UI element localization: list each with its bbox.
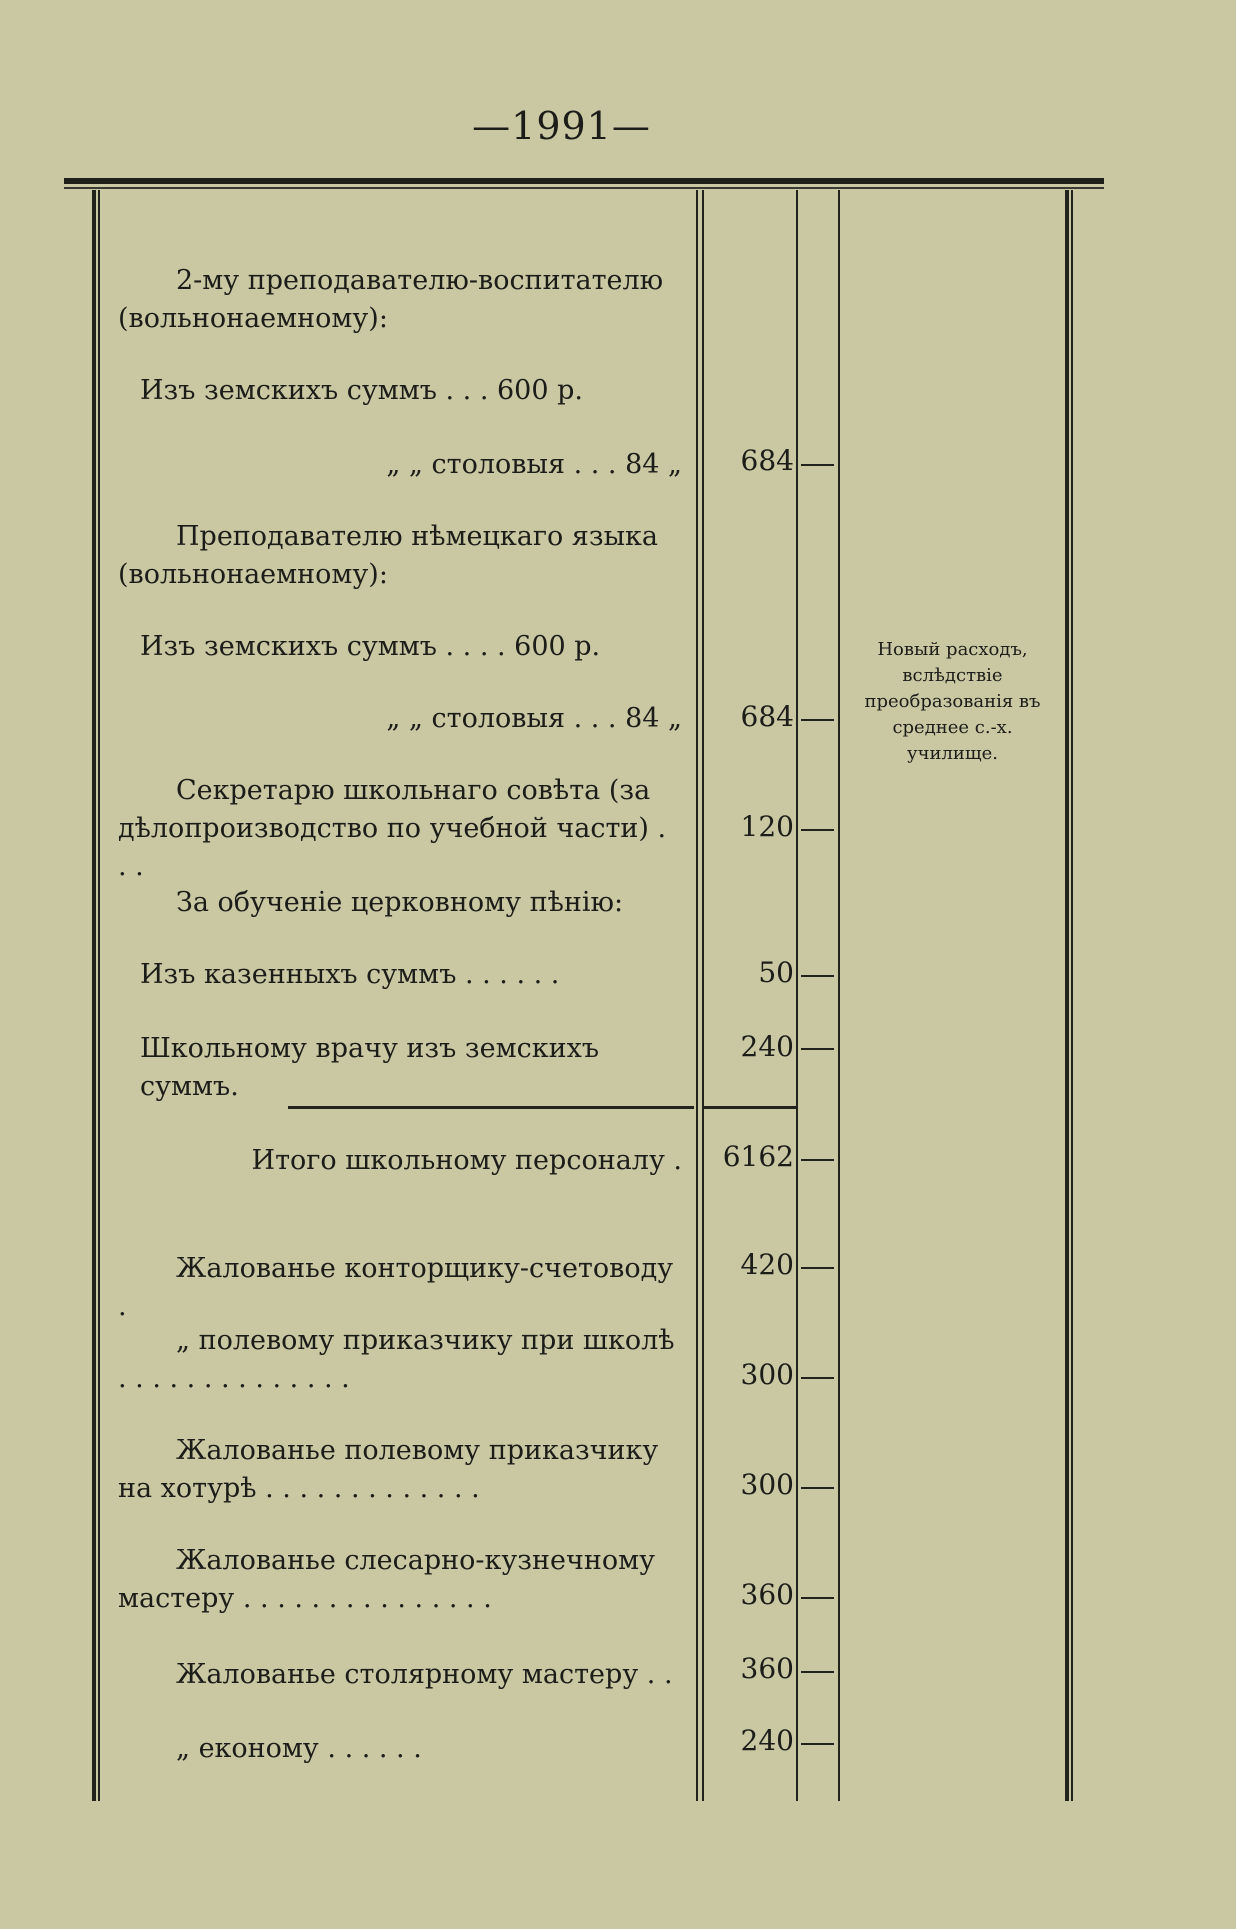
column-divider-notes <box>838 190 840 1801</box>
row-amount: 240 <box>740 1724 794 1757</box>
row-dash <box>801 1377 834 1379</box>
row-amount: 50 <box>758 956 794 989</box>
row-amount: 684 <box>740 700 794 733</box>
total-label: Итого школьному персоналу . <box>251 1145 682 1176</box>
row-text: „ полевому приказчику при школѣ . . . . . . . . . . . . . . <box>118 1325 675 1394</box>
row-text: Изъ казенныхъ суммъ . . . . . . <box>140 959 560 990</box>
row-dash <box>801 1671 834 1673</box>
sum-rule <box>288 1106 694 1109</box>
row-text: Школьному врачу изъ земскихъ суммъ. <box>140 1033 599 1102</box>
row-text: Жалованье полевому приказчику на хотурѣ . . . . . . . . . . . . . <box>118 1435 659 1504</box>
row-text: 2-му преподавателю-воспитателю (вольнонаемному): <box>118 265 664 334</box>
row-text: Жалованье конторщику-счетоводу . <box>118 1253 674 1322</box>
total-amount: 6162 <box>722 1140 794 1173</box>
row-text: Секретарю школьнаго совѣта (за дѣлопроизводство по учебной части) . . . <box>118 775 667 882</box>
row-dash <box>801 1597 834 1599</box>
row-text: Преподавателю нѣмецкаго языка (вольнонаемному): <box>118 521 659 590</box>
column-divider-kopeks <box>796 190 798 1801</box>
row-text: „ економу . . . . . . <box>176 1733 422 1764</box>
page-number: —1991— <box>472 104 651 148</box>
row-text: Изъ земскихъ суммъ . . . . 600 р. <box>140 631 601 662</box>
table-border-left <box>92 190 96 1801</box>
table-border-left-thin <box>98 190 100 1801</box>
row-dash <box>801 1159 834 1161</box>
row-text: Жалованье слесарно-кузнечному мастеру . . . . . . . . . . . . . . . <box>118 1545 655 1614</box>
row-amount: 684 <box>740 444 794 477</box>
row-amount: 360 <box>740 1578 794 1611</box>
row-amount: 360 <box>740 1652 794 1685</box>
side-note: Новый расходъ, вслѣдствіе преобразованія въ среднее с.-х. училище. <box>864 639 1041 764</box>
top-rule-thin <box>64 187 1104 189</box>
row-amount: 300 <box>740 1358 794 1391</box>
row-dash <box>801 829 834 831</box>
row-dash <box>801 975 834 977</box>
row-amount: 240 <box>740 1030 794 1063</box>
row-dash <box>801 719 834 721</box>
sum-rule-amount <box>704 1106 796 1109</box>
row-text: „ „ столовыя . . . 84 „ <box>386 703 682 734</box>
top-rule <box>64 178 1104 184</box>
row-dash <box>801 1267 834 1269</box>
row-dash <box>801 464 834 466</box>
row-amount: 120 <box>740 810 794 843</box>
row-text: За обученіе церковному пѣнію: <box>176 887 624 918</box>
column-divider-amount-thin <box>702 190 704 1801</box>
row-amount: 420 <box>740 1248 794 1281</box>
row-text: „ „ столовыя . . . 84 „ <box>386 449 682 480</box>
row-text: Жалованье столярному мастеру . . <box>176 1659 673 1690</box>
column-divider-amount <box>696 190 698 1801</box>
row-amount: 300 <box>740 1468 794 1501</box>
table-border-right-thin <box>1071 190 1073 1801</box>
row-dash <box>801 1048 834 1050</box>
table-border-right <box>1065 190 1069 1801</box>
row-dash <box>801 1743 834 1745</box>
row-text: Изъ земскихъ суммъ . . . 600 р. <box>140 375 583 406</box>
row-dash <box>801 1487 834 1489</box>
